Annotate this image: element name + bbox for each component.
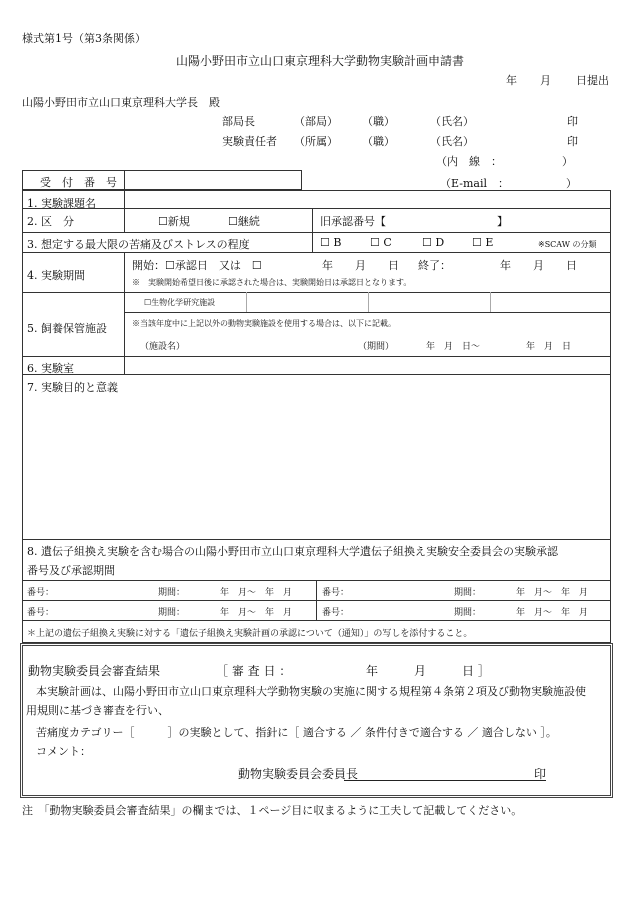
responsible-label: 実験責任者 (222, 135, 277, 148)
footnote: 注 「動物実験委員会審査結果」の欄までは、１ページ目に収まるように工夫して記載してください。 (22, 804, 523, 817)
row-purpose-label: 7. 実験目的と意義 (27, 381, 118, 394)
committee-chair-label: 動物実験委員会委員長 (238, 767, 359, 781)
row-facility-label: 5. 飼養保管施設 (27, 322, 107, 335)
reception-label: 受 付 番 号 (40, 176, 117, 189)
responsible-dept[interactable]: （所属） (294, 135, 338, 148)
addressee: 山陽小野田市立山口東京理科大学長 殿 (22, 96, 220, 109)
row-category-label: 2. 区 分 (27, 215, 74, 228)
facility-checkbox[interactable]: ☐生物化学研究施設 (144, 298, 216, 307)
purpose-field[interactable] (24, 395, 609, 537)
period-note: ※ 実験開始希望日後に承認された場合は、実験開始日は承認日となります。 (132, 278, 412, 287)
period-end-label: 終了： (418, 259, 451, 272)
review-text-3: 苦痛度カテゴリー［ ］の実験として、指針に［ 適合する ／ 条件付きで適合する ／ 適合しない ］。 (36, 726, 557, 739)
gmo-period-2[interactable]: 年 月～ 年 月 (516, 588, 589, 598)
responsible-post[interactable]: （職） (362, 135, 395, 148)
scaw-d-checkbox[interactable]: ☐ D (422, 236, 445, 249)
extension-close: ） (562, 155, 573, 168)
gmo-period-1-label: 期間： (158, 588, 186, 598)
row-lab-label: 6. 実験室 (27, 362, 74, 375)
facility-note: ※当該年度中に上記以外の動物実験施設を使用する場合は、以下に記載。 (132, 319, 396, 328)
date-month[interactable]: 月 (540, 74, 551, 87)
gmo-period-4[interactable]: 年 月～ 年 月 (516, 608, 589, 618)
dept-head-name[interactable]: （氏名） (430, 115, 474, 128)
dept-head-post[interactable]: （職） (362, 115, 395, 128)
new-checkbox[interactable]: ☐新規 (158, 215, 190, 228)
scaw-e-checkbox[interactable]: ☐ E (472, 236, 494, 249)
form-number: 様式第1号（第3条関係） (22, 32, 146, 45)
gmo-period-2-label: 期間： (454, 588, 482, 598)
scaw-b-checkbox[interactable]: ☐ B (320, 236, 342, 249)
gmo-period-4-label: 期間： (454, 608, 482, 618)
lab-field[interactable] (126, 357, 609, 373)
dept-head-dept[interactable]: （部局） (294, 115, 338, 128)
gmo-number-4[interactable]: 番号： (322, 608, 350, 618)
gmo-number-2[interactable]: 番号： (322, 588, 350, 598)
extension-field[interactable]: （内 線 ： (436, 155, 502, 168)
date-year[interactable]: 年 (506, 74, 517, 87)
period-start[interactable]: 開始：☐承認日 又は ☐ (132, 259, 262, 272)
gmo-number-1[interactable]: 番号： (27, 588, 55, 598)
period-end-date[interactable]: 年 月 日 (500, 259, 577, 272)
review-comment-label: コメント： (36, 745, 91, 758)
review-text-2: 用規則に基づき審査を行い、 (26, 704, 169, 717)
email-close: ） (566, 177, 577, 190)
seal-mark: 印 (567, 135, 578, 148)
scaw-c-checkbox[interactable]: ☐ C (370, 236, 392, 249)
review-date-field[interactable]: 年 月 日 ］ (366, 664, 490, 678)
email-field[interactable]: （E-mail ： (440, 177, 509, 190)
chair-seal: 印 (534, 767, 547, 781)
reception-number-field[interactable] (126, 171, 300, 189)
scaw-note: ※SCAW の分類 (538, 240, 597, 249)
facility-name-field[interactable]: （施設名） (140, 342, 186, 352)
gmo-period-1[interactable]: 年 月～ 年 月 (220, 588, 293, 598)
row-gmo-label-2: 番号及び承認期間 (27, 564, 115, 577)
gmo-number-3[interactable]: 番号： (27, 608, 55, 618)
facility-period-start[interactable]: 年 月 日～ (426, 342, 481, 352)
facility-period-label: （期間） (358, 342, 395, 352)
facility-period-end[interactable]: 年 月 日 (526, 342, 572, 352)
row-pain-label: 3. 想定する最大限の苦痛及びストレスの程度 (27, 238, 250, 251)
review-text-1: 本実験計画は、山陽小野田市立山口東京理科大学動物実験の実施に関する規程第４条第２項及び動物実験施設使 (36, 685, 586, 698)
row-gmo-label: 8. 遺伝子組換え実験を含む場合の山陽小野田市立山口東京理科大学遺伝子組換え実験安全委員会の実験承認 (27, 545, 558, 558)
old-approval-close: 】 (497, 215, 508, 228)
period-start-date[interactable]: 年 月 日 (322, 259, 399, 272)
responsible-name[interactable]: （氏名） (430, 135, 474, 148)
gmo-period-3-label: 期間： (158, 608, 186, 618)
date-day-submit[interactable]: 日提出 (576, 74, 609, 87)
chair-signature-line[interactable] (344, 780, 546, 781)
dept-head-label: 部局長 (222, 115, 255, 128)
old-approval-number[interactable]: 旧承認番号【 (320, 215, 386, 228)
gmo-note: ＊上記の遺伝子組換え実験に対する「遺伝子組換え実験計画の承認について（通知）」の写しを添付すること。 (27, 629, 473, 639)
page-title: 山陽小野田市立山口東京理科大学動物実験計画申請書 (176, 54, 465, 68)
gmo-period-3[interactable]: 年 月～ 年 月 (220, 608, 293, 618)
title-field[interactable] (126, 191, 609, 207)
row-period-label: 4. 実験期間 (27, 269, 85, 282)
review-heading: 動物実験委員会審査結果 (28, 664, 161, 678)
review-date-label: ［ 審 査 日 ： (216, 664, 292, 678)
continuation-checkbox[interactable]: ☐継続 (228, 215, 260, 228)
row-title-label: 1. 実験課題名 (27, 197, 96, 210)
seal-mark: 印 (567, 115, 578, 128)
